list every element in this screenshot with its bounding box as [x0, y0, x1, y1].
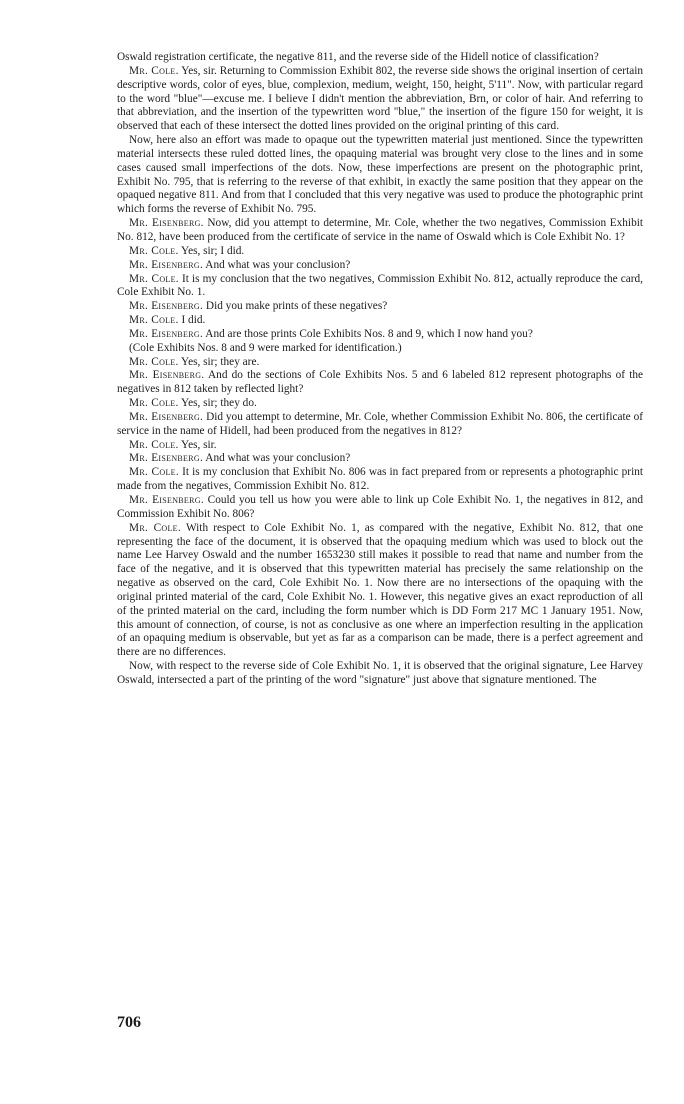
- speaker-name: Mr. Eisenberg.: [129, 258, 204, 271]
- speaker-name: Mr. Cole.: [129, 272, 179, 285]
- speaker-name: Mr. Eisenberg.: [129, 452, 204, 465]
- transcript-paragraph: [117, 356, 643, 370]
- transcript-paragraph: [117, 522, 643, 660]
- speaker-name: Mr. Cole.: [129, 244, 179, 257]
- speaker-name: Mr. Eisenberg.: [129, 369, 205, 382]
- speaker-name: Mr. Eisenberg.: [129, 494, 204, 506]
- paragraph-text: Yes, sir; I did.: [181, 244, 245, 257]
- paragraph-text: Now, with respect to the reverse side of Cole Exhibit No. 1, it is observed that the original signature, Lee Harvey Oswald, intersected a part of the printing of the word "signature" just above that signature mentioned. The: [117, 660, 643, 686]
- transcript-paragraph: [117, 328, 643, 342]
- transcript-body: [117, 51, 643, 688]
- transcript-paragraph: [117, 65, 643, 134]
- speaker-name: Mr. Cole.: [129, 64, 179, 77]
- speaker-name: Mr. Cole.: [129, 314, 179, 327]
- page-number: 706: [117, 1014, 141, 1031]
- speaker-name: Mr. Cole.: [129, 438, 179, 451]
- transcript-paragraph: [117, 494, 643, 522]
- paragraph-text: It is my conclusion that the two negatives, Commission Exhibit No. 812, actually reproduce the card, Cole Exhibit No. 1.: [117, 272, 644, 299]
- transcript-paragraph: [117, 314, 643, 328]
- speaker-name: Mr. Cole.: [129, 397, 179, 410]
- transcript-paragraph: [117, 466, 643, 494]
- paragraph-text: Could you tell us how you were able to link up Cole Exhibit No. 1, the negatives in 812, and Commission Exhibit No. 806?: [117, 494, 643, 520]
- speaker-name: Mr. Cole.: [129, 355, 179, 368]
- transcript-paragraph: [117, 300, 643, 314]
- speaker-name: Mr. Cole.: [129, 466, 179, 479]
- paragraph-text: Yes, sir.: [181, 438, 217, 451]
- paragraph-text: It is my conclusion that Exhibit No. 806 was in fact prepared from or represents a photographic print made from the negatives, Commission Exhibit No. 812.: [117, 466, 643, 493]
- transcript-paragraph: [117, 217, 643, 245]
- paragraph-text: I did.: [181, 314, 206, 327]
- transcript-paragraph: [117, 134, 643, 217]
- transcript-paragraph: [117, 369, 643, 397]
- transcript-paragraph: [117, 273, 643, 301]
- speaker-name: Mr. Cole.: [129, 521, 181, 534]
- transcript-paragraph: [117, 342, 643, 356]
- paragraph-text: Did you make prints of these negatives?: [205, 300, 388, 313]
- transcript-paragraph: [117, 439, 643, 453]
- speaker-name: Mr. Eisenberg.: [129, 217, 204, 230]
- transcript-paragraph: [117, 411, 643, 439]
- speaker-name: Mr. Eisenberg.: [129, 300, 204, 313]
- paragraph-text: And what was your conclusion?: [205, 452, 351, 465]
- transcript-paragraph: [117, 51, 643, 65]
- paragraph-text: And are those prints Cole Exhibits Nos. 8 and 9, which I now hand you?: [205, 327, 533, 340]
- transcript-paragraph: [117, 397, 643, 411]
- paragraph-text: Now, here also an effort was made to opaque out the typewritten material just mentioned. Since the typewritten material intersects these ruled dotted lines, the opaquing material was brought very close to the lines and in some cases caused small imperfections of the dots. Now, these imperfections are present on the photographic print, Exhibit No. 795, that is referring to the reverse of that exhibit, in exactly the same position that they appear on the opaqued negative 811. And from that I concluded that this very negative was used to produce the photographic print which forms the reverse of Exhibit No. 795.: [117, 134, 643, 216]
- paragraph-text: And do the sections of Cole Exhibits Nos. 5 and 6 labeled 812 represent photographs of the negatives in 812 taken by reflected light?: [117, 369, 644, 396]
- paragraph-text: Yes, sir. Returning to Commission Exhibit 802, the reverse side shows the original insertion of certain descriptive words, color of eyes, blue, complexion, medium, weight, 150, height, 5'11". Now, with particular regard to the word "blue"—excuse me. I believe I didn't mention the abbreviation, Brn, or color of hair. And referring to that abbreviation, and the insertion of the typewritten word "blue," the insertion of the figure 150 for weight, it is observed that each of these intersect the dotted lines provided on the original printing of this card.: [117, 64, 644, 133]
- transcript-paragraph: [117, 245, 643, 259]
- paragraph-text: Oswald registration certificate, the negative 811, and the reverse side of the Hidell notice of classification?: [117, 51, 599, 63]
- paragraph-text: With respect to Cole Exhibit No. 1, as compared with the negative, Exhibit No. 812, that one representing the face of the document, it is observed that the opaquing medium which was used to block out the name Lee Harvey Oswald and the number 1653230 still makes it possible to read that name and number from the face of the negative, and it is observed that this typewritten material has precisely the same relationship on the negative as observed on the card, Cole Exhibit No. 1. Now there are no intersections of the opaquing with the original printed material of the card, Cole Exhibit No. 1. However, this negative gives an exact reproduction of all of the printed material on the card, including the form number which is DD Form 217 MC 1 January 1951. Now, this amount of connection, of course, is not as conclusive as one where an imperfection resulting in the application of an opaquing medium is observable, but yet as far as a comparison can be made, there is a perfect agreement and there are no differences.: [117, 521, 644, 659]
- transcript-paragraph: [117, 259, 643, 273]
- paragraph-text: Yes, sir; they do.: [181, 397, 257, 410]
- paragraph-text: Now, did you attempt to determine, Mr. Cole, whether the two negatives, Commission Exhibit No. 812, have been produced from the certificate of service in the name of Oswald which is Cole Exhibit No. 1?: [117, 217, 643, 243]
- transcript-paragraph: [117, 452, 643, 466]
- paragraph-text: And what was your conclusion?: [205, 258, 351, 271]
- speaker-name: Mr. Eisenberg.: [129, 410, 204, 423]
- transcript-paragraph: [117, 660, 643, 688]
- paragraph-text: Yes, sir; they are.: [181, 355, 260, 368]
- paragraph-text: (Cole Exhibits Nos. 8 and 9 were marked for identification.): [129, 341, 402, 354]
- speaker-name: Mr. Eisenberg.: [129, 327, 204, 340]
- paragraph-text: Did you attempt to determine, Mr. Cole, whether Commission Exhibit No. 806, the certificate of service in the name of Hidell, had been produced from the negatives in 812?: [117, 410, 643, 437]
